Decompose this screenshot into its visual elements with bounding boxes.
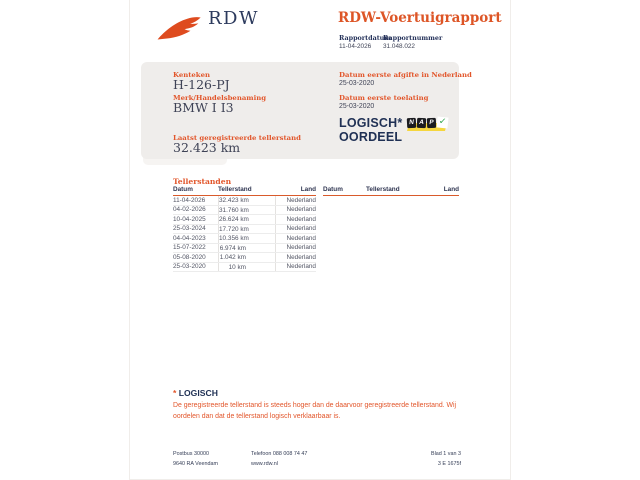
merk-value: BMW I I3 <box>173 100 234 115</box>
row-tellerstand: 32.423 km <box>218 196 276 205</box>
footnote-text: De geregistreerde tellerstand is steeds hoger dan de daarvoor geregistreerde tellerstand. Wij oordelen dan dat de tellerstand logisch verklaarbaar is. <box>173 402 457 420</box>
footer-phone: Telefoon 088 008 74 47 <box>251 451 308 457</box>
row-land: Nederland <box>286 244 316 252</box>
row-datum: 15-07-2022 <box>173 244 206 252</box>
oordeel-line1: LOGISCH* <box>339 116 403 130</box>
header-tellerstand: Tellerstand <box>366 186 400 193</box>
row-land: Nederland <box>286 206 316 214</box>
row-tellerstand: 10.356 km <box>218 234 276 243</box>
nap-letter-a: A <box>417 118 426 128</box>
row-datum: 04-04-2023 <box>173 234 206 242</box>
row-datum: 04-02-2026 <box>173 206 206 214</box>
header-datum: Datum <box>173 186 193 193</box>
report-date-value: 11-04-2026 <box>339 43 372 50</box>
footer-website-link[interactable]: www.rdw.nl <box>251 461 278 467</box>
laatste-tellerstand-label: Laatst geregistreerde tellerstand <box>173 134 301 142</box>
report-date-label: Rapportdatum <box>339 34 392 42</box>
table-header-row <box>173 187 316 196</box>
header-land: Land <box>443 186 459 193</box>
row-land: Nederland <box>286 234 316 242</box>
afgifte-value: 25-03-2020 <box>339 80 375 87</box>
row-tellerstand: 1.042 km <box>218 253 276 262</box>
header-land: Land <box>300 186 316 193</box>
nap-letter-p: P <box>427 118 436 128</box>
oordeel-line2: OORDEEL <box>339 130 403 144</box>
footnote-heading-text: LOGISCH <box>178 388 218 398</box>
report-page <box>129 0 511 480</box>
nap-checkmark-icon: ✓ <box>438 116 447 128</box>
rdw-logo-wordmark: RDW <box>208 8 259 29</box>
row-datum: 05-08-2020 <box>173 253 206 261</box>
header-datum: Datum <box>323 186 343 193</box>
footer-city: 9640 RA Veendam <box>173 461 218 467</box>
tellerstanden-title: Tellerstanden <box>173 177 232 186</box>
footer-doc-code: 3 E 1675f <box>437 461 461 467</box>
row-datum: 11-04-2026 <box>173 196 206 204</box>
row-datum: 25-03-2024 <box>173 225 206 233</box>
kenteken-label: Kenteken <box>173 71 210 79</box>
header-tellerstand: Tellerstand <box>218 186 252 193</box>
footnote-heading <box>173 388 218 398</box>
merk-label: Merk/Handelsbenaming <box>173 94 267 102</box>
table-row <box>173 206 316 216</box>
report-number-value: 31.048.022 <box>383 43 415 50</box>
table-row <box>173 215 316 225</box>
toelating-label: Datum eerste toelating <box>339 94 429 102</box>
row-datum: 25-03-2020 <box>173 263 206 271</box>
row-land: Nederland <box>286 196 316 204</box>
row-tellerstand: 17.720 km <box>218 225 276 234</box>
afgifte-label: Datum eerste afgifte in Nederland <box>339 71 472 79</box>
table-row <box>173 263 316 273</box>
page-title: RDW-Voertuigrapport <box>338 10 502 26</box>
table-row <box>173 244 316 254</box>
row-datum: 10-04-2025 <box>173 215 206 223</box>
table-row <box>173 234 316 244</box>
footer-contact <box>251 449 307 469</box>
footer-address <box>173 449 218 469</box>
vehicle-summary-panel <box>141 62 472 159</box>
row-land: Nederland <box>286 215 316 223</box>
footnote-asterisk: * <box>173 388 177 398</box>
row-land: Nederland <box>286 253 316 261</box>
report-number-label: Rapportnummer <box>383 34 443 42</box>
footer-pageinfo <box>361 449 461 469</box>
kenteken-value: H-126-PJ <box>173 77 230 92</box>
table-header-row <box>323 187 459 196</box>
rdw-bird-icon <box>156 14 203 43</box>
row-tellerstand: 31.760 km <box>218 206 276 215</box>
footer-page-number: Blad 1 van 3 <box>431 451 461 457</box>
toelating-value: 25-03-2020 <box>339 103 375 110</box>
row-land: Nederland <box>286 263 316 271</box>
row-tellerstand: 10 km <box>218 263 276 272</box>
nap-logo <box>407 117 451 132</box>
tellerstanden-table-right <box>323 187 459 196</box>
footer-postbus: Postbus 30000 <box>173 451 209 457</box>
row-land: Nederland <box>286 225 316 233</box>
row-tellerstand: 26.624 km <box>218 215 276 224</box>
table-row <box>173 196 316 206</box>
laatste-tellerstand-value: 32.423 km <box>173 140 241 155</box>
table-row <box>173 225 316 235</box>
table-row <box>173 253 316 263</box>
tellerstanden-table-left <box>173 187 316 272</box>
row-tellerstand: 6.974 km <box>218 244 276 253</box>
nap-letter-n: N <box>407 118 417 128</box>
